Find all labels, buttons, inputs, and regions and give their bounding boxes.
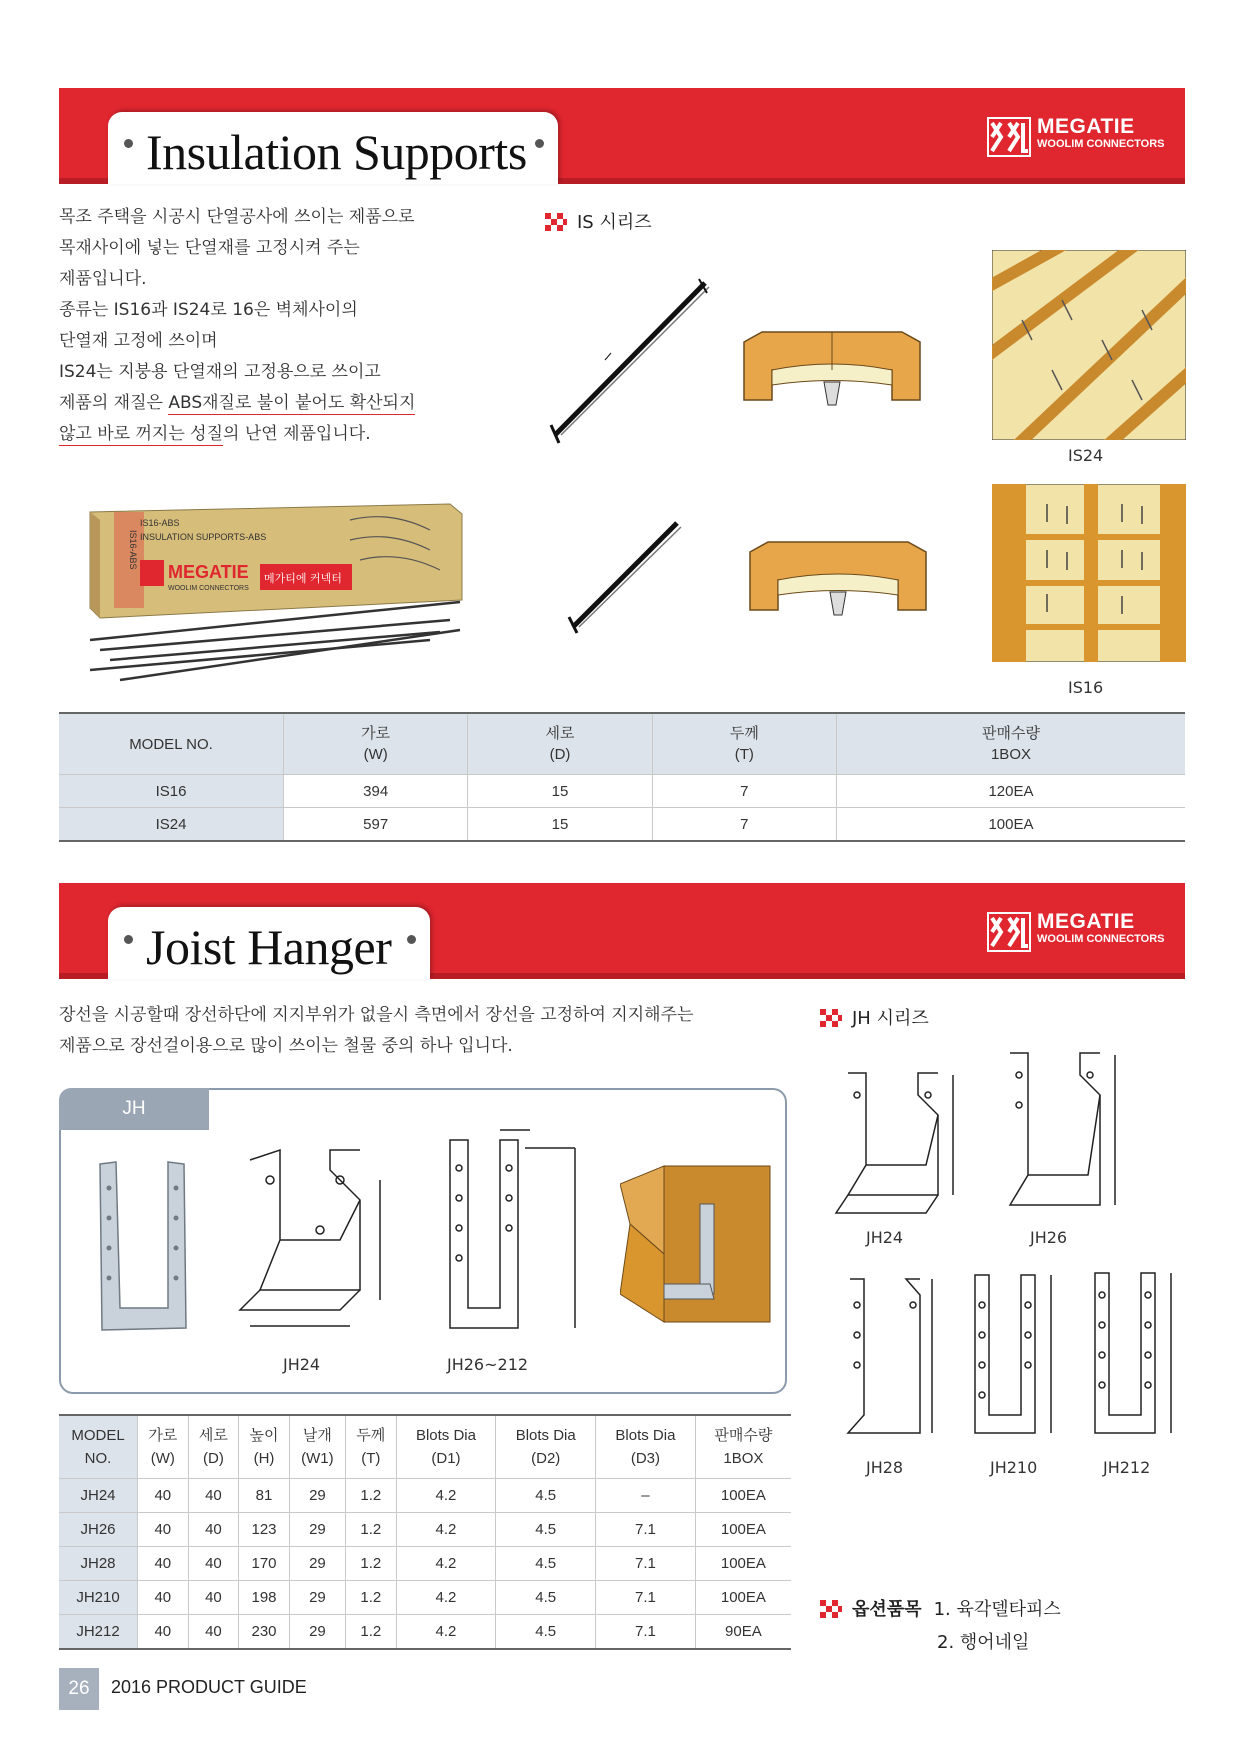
options-item-2: 2. 행어네일	[937, 1632, 1030, 1653]
table-cell: 29	[289, 1479, 345, 1513]
box-sub-label: WOOLIM CONNECTORS	[168, 585, 249, 592]
table-header: 세로 (D)	[188, 1415, 239, 1479]
table-cell: 100EA	[695, 1581, 791, 1615]
desc-line: IS24는 지붕용 단열재의 고정용으로 쓰이고	[59, 362, 381, 382]
table-cell: 1.2	[346, 1547, 397, 1581]
table-cell: IS24	[59, 808, 284, 842]
table-cell: 40	[188, 1615, 239, 1650]
insulation-spec-table	[59, 712, 1185, 842]
table-cell: 100EA	[695, 1547, 791, 1581]
megatie-logo	[987, 910, 1167, 954]
desc-line: 단열재 고정에 쓰이며	[59, 331, 218, 351]
table-cell: 40	[188, 1547, 239, 1581]
desc-line: 목조 주택을 시공시 단열공사에 쓰이는 제품으로	[59, 207, 415, 227]
table-header: Blots Dia (D3)	[596, 1415, 696, 1479]
table-row	[59, 775, 1185, 808]
table-cell: JH24	[59, 1479, 138, 1513]
table-cell: 4.5	[496, 1615, 596, 1650]
table-cell: 29	[289, 1581, 345, 1615]
desc-line: 장선을 시공할때 장선하단에 지지부위가 없을시 측면에서 장선을 고정하여 지지해주는	[59, 1005, 694, 1025]
table-cell: 29	[289, 1615, 345, 1650]
is16-box-photo	[70, 490, 470, 690]
table-cell: JH210	[59, 1581, 138, 1615]
table-cell: 100EA	[836, 808, 1185, 842]
jh-series-label: JH 시리즈	[820, 1004, 929, 1030]
table-cell: 29	[289, 1513, 345, 1547]
table-header-row	[59, 713, 1185, 775]
table-cell: 4.2	[396, 1479, 496, 1513]
jh24-series-drawing	[818, 1055, 968, 1225]
desc-line: 않고 바로 꺼지는 성질의 난연 제품입니다.	[59, 424, 371, 444]
box-product-label: INSULATION SUPPORTS-ABS	[140, 532, 267, 542]
desc-line: 제품의 재질은 ABS재질로 불이 붙어도 확산되지	[59, 393, 416, 413]
table-cell: 4.2	[396, 1547, 496, 1581]
box-korean-label: 메가티에 커넥터	[264, 572, 342, 585]
is16-rod-drawing	[565, 515, 685, 635]
caption-series-jh210: JH210	[990, 1458, 1038, 1477]
table-header: 판매수량 1BOX	[695, 1415, 791, 1479]
logo-sub: WOOLIM CONNECTORS	[1037, 138, 1165, 150]
caption-jh24: JH24	[283, 1355, 321, 1374]
table-row	[59, 1513, 791, 1547]
jh210-series-drawing	[955, 1265, 1065, 1445]
desc-line: 목재사이에 넣는 단열재를 고정시켜 주는	[59, 238, 360, 258]
table-row	[59, 1581, 791, 1615]
jh26-series-drawing	[980, 1035, 1130, 1225]
table-cell: JH212	[59, 1615, 138, 1650]
joist-spec-table	[59, 1414, 791, 1650]
title-bullet-icon	[535, 139, 544, 148]
table-cell: 40	[138, 1513, 189, 1547]
table-header: 날개 (W1)	[289, 1415, 345, 1479]
table-cell: 40	[138, 1479, 189, 1513]
table-cell: 29	[289, 1547, 345, 1581]
table-header: Blots Dia (D2)	[496, 1415, 596, 1479]
table-cell: 1.2	[346, 1581, 397, 1615]
desc-line: 제품입니다.	[59, 269, 147, 289]
caption-is24: IS24	[1068, 446, 1104, 465]
logo-sub: WOOLIM CONNECTORS	[1037, 933, 1165, 945]
table-cell: 170	[239, 1547, 290, 1581]
is16-install-photo	[992, 484, 1186, 662]
table-cell: 198	[239, 1581, 290, 1615]
title-bullet-icon	[124, 935, 133, 944]
table-header: 두께 (T)	[652, 713, 836, 775]
table-header: MODEL NO.	[59, 713, 284, 775]
table-cell: 4.5	[496, 1581, 596, 1615]
table-cell: 40	[188, 1513, 239, 1547]
checker-icon	[820, 1600, 842, 1618]
table-cell: 7	[652, 775, 836, 808]
jh-hanger-photo	[88, 1158, 198, 1348]
table-cell: 7.1	[596, 1581, 696, 1615]
table-row	[59, 808, 1185, 842]
desc-underlined: ABS재질로 불이 붙어도 확산되지	[168, 393, 416, 413]
megatie-logo-icon	[987, 912, 1031, 952]
caption-jh26-212: JH26~212	[447, 1355, 529, 1374]
table-header: 두께 (T)	[346, 1415, 397, 1479]
table-header: 세로 (D)	[468, 713, 652, 775]
table-header: Blots Dia (D1)	[396, 1415, 496, 1479]
table-cell: IS16	[59, 775, 284, 808]
checker-icon	[820, 1009, 842, 1027]
jh26-212-drawing	[420, 1118, 580, 1348]
table-header: MODEL NO.	[59, 1415, 138, 1479]
table-cell: 394	[284, 775, 468, 808]
table-cell: 15	[468, 808, 652, 842]
box-model-label: IS16-ABS	[140, 518, 180, 528]
is-series-label: IS 시리즈	[545, 208, 652, 234]
table-header-row	[59, 1415, 791, 1479]
desc-line: 제품으로 장선걸이용으로 많이 쓰이는 철물 중의 하나 입니다.	[59, 1036, 513, 1056]
options-label: 옵션품목	[852, 1599, 922, 1620]
joist-title: Joist Hanger	[146, 919, 392, 975]
table-cell: 7.1	[596, 1547, 696, 1581]
table-cell: 7.1	[596, 1615, 696, 1650]
logo-name: MEGATIE	[1037, 115, 1135, 138]
table-row	[59, 1615, 791, 1650]
table-cell: 15	[468, 775, 652, 808]
table-cell: 100EA	[695, 1479, 791, 1513]
footer-title: 2016 PRODUCT GUIDE	[111, 1677, 307, 1697]
is16-section-drawing	[748, 540, 928, 640]
table-cell: 597	[284, 808, 468, 842]
table-cell: JH26	[59, 1513, 138, 1547]
box-brand-label: MEGATIE	[168, 562, 249, 582]
caption-is16: IS16	[1068, 678, 1104, 697]
table-cell: 4.2	[396, 1615, 496, 1650]
table-cell: 7.1	[596, 1513, 696, 1547]
jh-box-tab: JH	[59, 1088, 209, 1130]
table-cell: 40	[138, 1615, 189, 1650]
jh-install-photo	[620, 1164, 772, 1326]
jh24-drawing	[220, 1140, 410, 1340]
checker-icon	[545, 213, 567, 231]
insulation-title: Insulation Supports	[146, 124, 527, 180]
table-cell: 40	[138, 1547, 189, 1581]
table-cell: 120EA	[836, 775, 1185, 808]
table-cell: JH28	[59, 1547, 138, 1581]
caption-series-jh212: JH212	[1103, 1458, 1151, 1477]
desc-line: 종류는 IS16과 IS24로 16은 벽체사이의	[59, 300, 358, 320]
is24-install-photo	[992, 250, 1186, 440]
table-header: 가로 (W)	[138, 1415, 189, 1479]
table-row	[59, 1547, 791, 1581]
table-cell: 4.2	[396, 1581, 496, 1615]
table-header: 가로 (W)	[284, 713, 468, 775]
logo-name: MEGATIE	[1037, 910, 1135, 933]
table-cell: 100EA	[695, 1513, 791, 1547]
joist-models: JH24 / JH26 / JH28 / JH210 / JH212	[452, 931, 834, 960]
is24-rod-drawing	[545, 275, 715, 445]
table-cell: 40	[188, 1581, 239, 1615]
box-side-label: IS16-ABS	[128, 530, 138, 570]
table-header: 판매수량 1BOX	[836, 713, 1185, 775]
table-cell: 1.2	[346, 1615, 397, 1650]
table-cell: 123	[239, 1513, 290, 1547]
table-cell: 7	[652, 808, 836, 842]
title-bullet-icon	[124, 139, 133, 148]
joist-description	[59, 1000, 693, 1062]
table-cell: 1.2	[346, 1479, 397, 1513]
table-cell: 90EA	[695, 1615, 791, 1650]
table-cell: 1.2	[346, 1513, 397, 1547]
table-cell: 4.5	[496, 1479, 596, 1513]
insulation-models: IS16 / IS24	[580, 137, 699, 166]
caption-series-jh26: JH26	[1030, 1228, 1068, 1247]
megatie-logo-icon	[987, 117, 1031, 157]
megatie-logo	[987, 115, 1167, 159]
page-number: 26	[59, 1668, 99, 1710]
is24-section-drawing	[742, 330, 922, 430]
table-cell: 4.2	[396, 1513, 496, 1547]
table-cell: 230	[239, 1615, 290, 1650]
table-cell: 4.5	[496, 1513, 596, 1547]
table-row	[59, 1479, 791, 1513]
table-cell: 40	[138, 1581, 189, 1615]
insulation-description	[59, 202, 415, 450]
jh212-series-drawing	[1075, 1265, 1185, 1445]
caption-series-jh28: JH28	[866, 1458, 904, 1477]
options-block	[820, 1595, 1061, 1621]
table-header: 높이 (H)	[239, 1415, 290, 1479]
table-cell: –	[596, 1479, 696, 1513]
table-cell: 40	[188, 1479, 239, 1513]
jh28-series-drawing	[820, 1265, 945, 1445]
desc-underlined: 않고 바로 꺼지는 성질	[59, 424, 224, 444]
title-bullet-icon	[407, 935, 416, 944]
options-item-1: 1. 육각델타피스	[933, 1599, 1061, 1620]
table-cell: 81	[239, 1479, 290, 1513]
caption-series-jh24: JH24	[866, 1228, 904, 1247]
table-cell: 4.5	[496, 1547, 596, 1581]
